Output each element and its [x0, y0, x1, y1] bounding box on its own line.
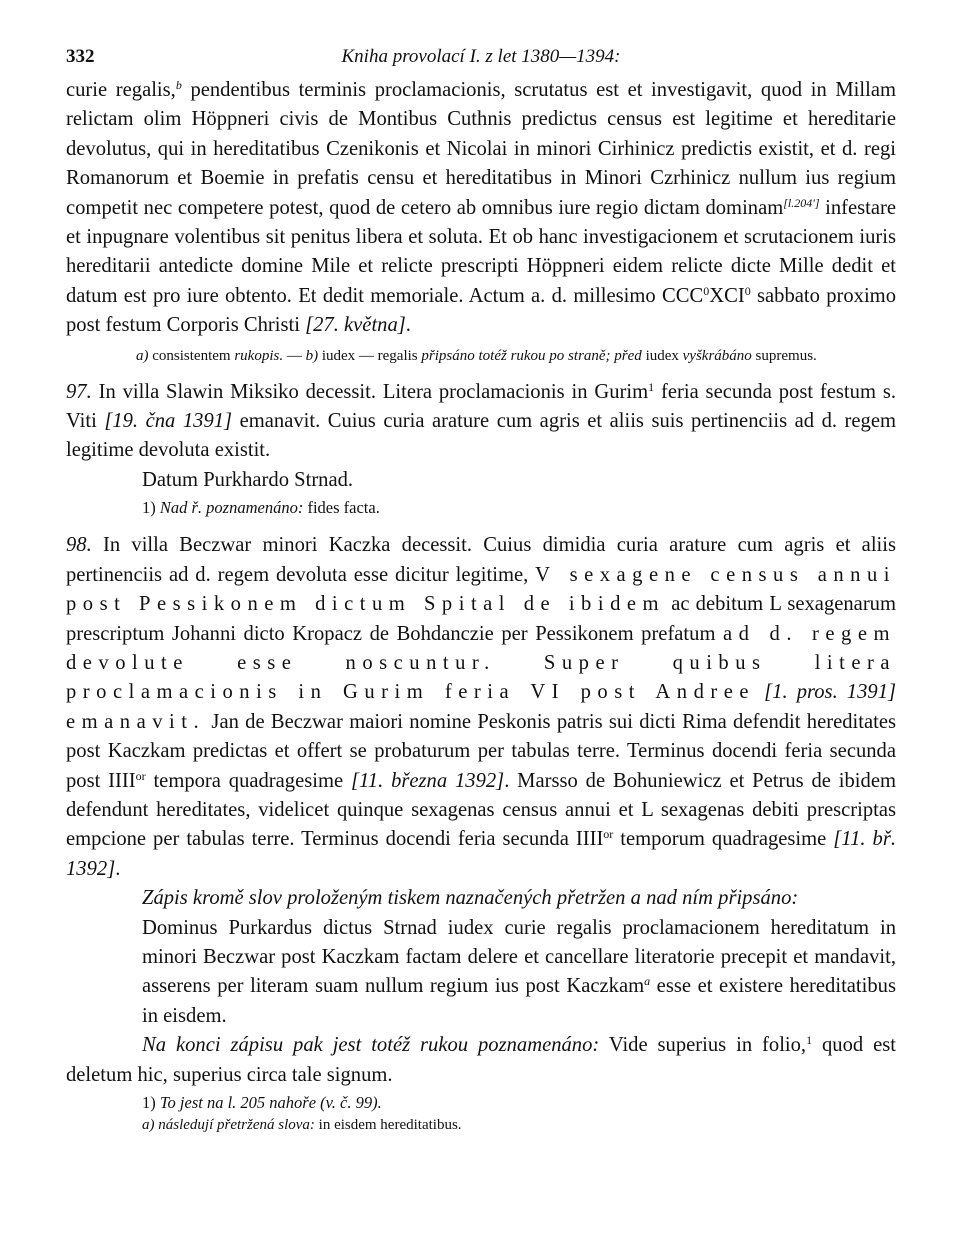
running-title: Kniha provolací I. z let 1380—1394: — [341, 46, 621, 67]
entry-98-added-text: Dominus Purkardus dictus Strnad iudex curie regalis proclamacionem hereditatum in minori Beczwar post Kaczkam factam delere et cancellare literatorie precepit et mandavit, asserens per literam suam nullum regium ius post Kaczkam$^a$ esse et existere hereditatibus in eisdem. — [142, 916, 896, 1027]
entry-number: 97. — [66, 380, 92, 403]
entry-number: 98. — [66, 534, 92, 557]
footnote-97: 1) Nad ř. poznamenáno: fides facta. — [142, 498, 380, 518]
document-page — [66, 36, 896, 1135]
page-header — [66, 36, 896, 76]
page-number: 332 — [66, 46, 95, 67]
footnote-prev: a) consistentem rukopis. — b) iudex — regalis připsáno totéž rukou po straně; před iudex vyškrábáno supremus. — [136, 347, 817, 364]
entry-prev-text: curie regalis,$^b$ pendentibus terminis proclamacionis, scrutatus est et investigavit, quod in Millam relictam olim Höppneri civis de Montibus Cuthnis predictus census est legitime et hereditarie devolutus, qui in hereditatibus Czenikonis et Nicolai in minori Cirhinicz predictis existit, et d. regi Romanorum et Boemie in prefatis censu et hereditatibus in Minori Czrhinicz nullum ius regium competit nec competere potest, quod de cetero ab omnibus iure regio dictam dominam[l.204'] infestare et inpugnare volentibus sit penitus libera et soluta. Et ob hanc investigacionem et scrutacionem iuris hereditarii antedicte domine Mile et relicte prescripti Höppneri eidem relicte dicte Mille dedit et datum est pro iure obtento. Et dedit memoriale. Actum a. d. millesimo CCC$^0$XCI$^0$ sabbato proximo post festum Corporis Christi [27. května]. — [66, 78, 896, 337]
footnote-98-a: a) následují přetržená slova: in eisdem hereditatibus. — [142, 1117, 462, 1133]
entry-97-datum: Datum Purkhardo Strnad. — [142, 468, 354, 491]
entry-98-end-note: Na konci zápisu pak jest totéž rukou poznamenáno: Vide superius in folio,$^1$ quod est deletum hic, superius circa tale signum. — [66, 1033, 896, 1086]
entry-98-editor-note: Zápis kromě slov proloženým tiskem naznačených přetržen a nad ním připsáno: — [142, 887, 799, 910]
entry-97-text: 97. In villa Slawin Miksiko decessit. Litera proclamacionis in Gurim$^1$ feria secunda post festum s. Viti [19. čna 1391] emanavit. Cuius curia arature cum agris et aliis suis pertinenciis ad d. regem legitime devoluta existit. — [66, 379, 896, 462]
footnote-98-1: 1) To jest na l. 205 nahoře (v. č. 99). — [142, 1093, 382, 1112]
entry-98-text: 98. In villa Beczwar minori Kaczka decessit. Cuius dimidia curia arature cum agris et aliis pertinenciis ad d. regem devoluta esse dicitur legitime, V sexagene census annui post Pessikonem dictum Spital de ibidem ac debitum L sexagenarum prescriptum Johanni dicto Kropacz de Bohdanczie per Pessikonem prefatum ad d. regem devolute esse noscuntur. Super quibus litera proclamacionis in Gurim feria VI post Andree [1. pros. 1391] emanavit. Jan de Beczwar maiori nomine Peskonis patris sui dicti Rima defendit hereditates post Kaczkam predictas et offert se probaturum per tabulas terre. Terminus docendi feria secunda post $IIII^{or}$ tempora quadragesime [11. března 1392]. Marsso de Bohuniewicz et Petrus de ibidem defendunt hereditates, videlicet quinque sexagenas census annui et L sexagenas debiti prescriptas empcione per tabulas terre. Terminus docendi feria secunda $IIII^{or}$ temporum quadragesime [11. bř. 1392]. — [66, 534, 897, 880]
